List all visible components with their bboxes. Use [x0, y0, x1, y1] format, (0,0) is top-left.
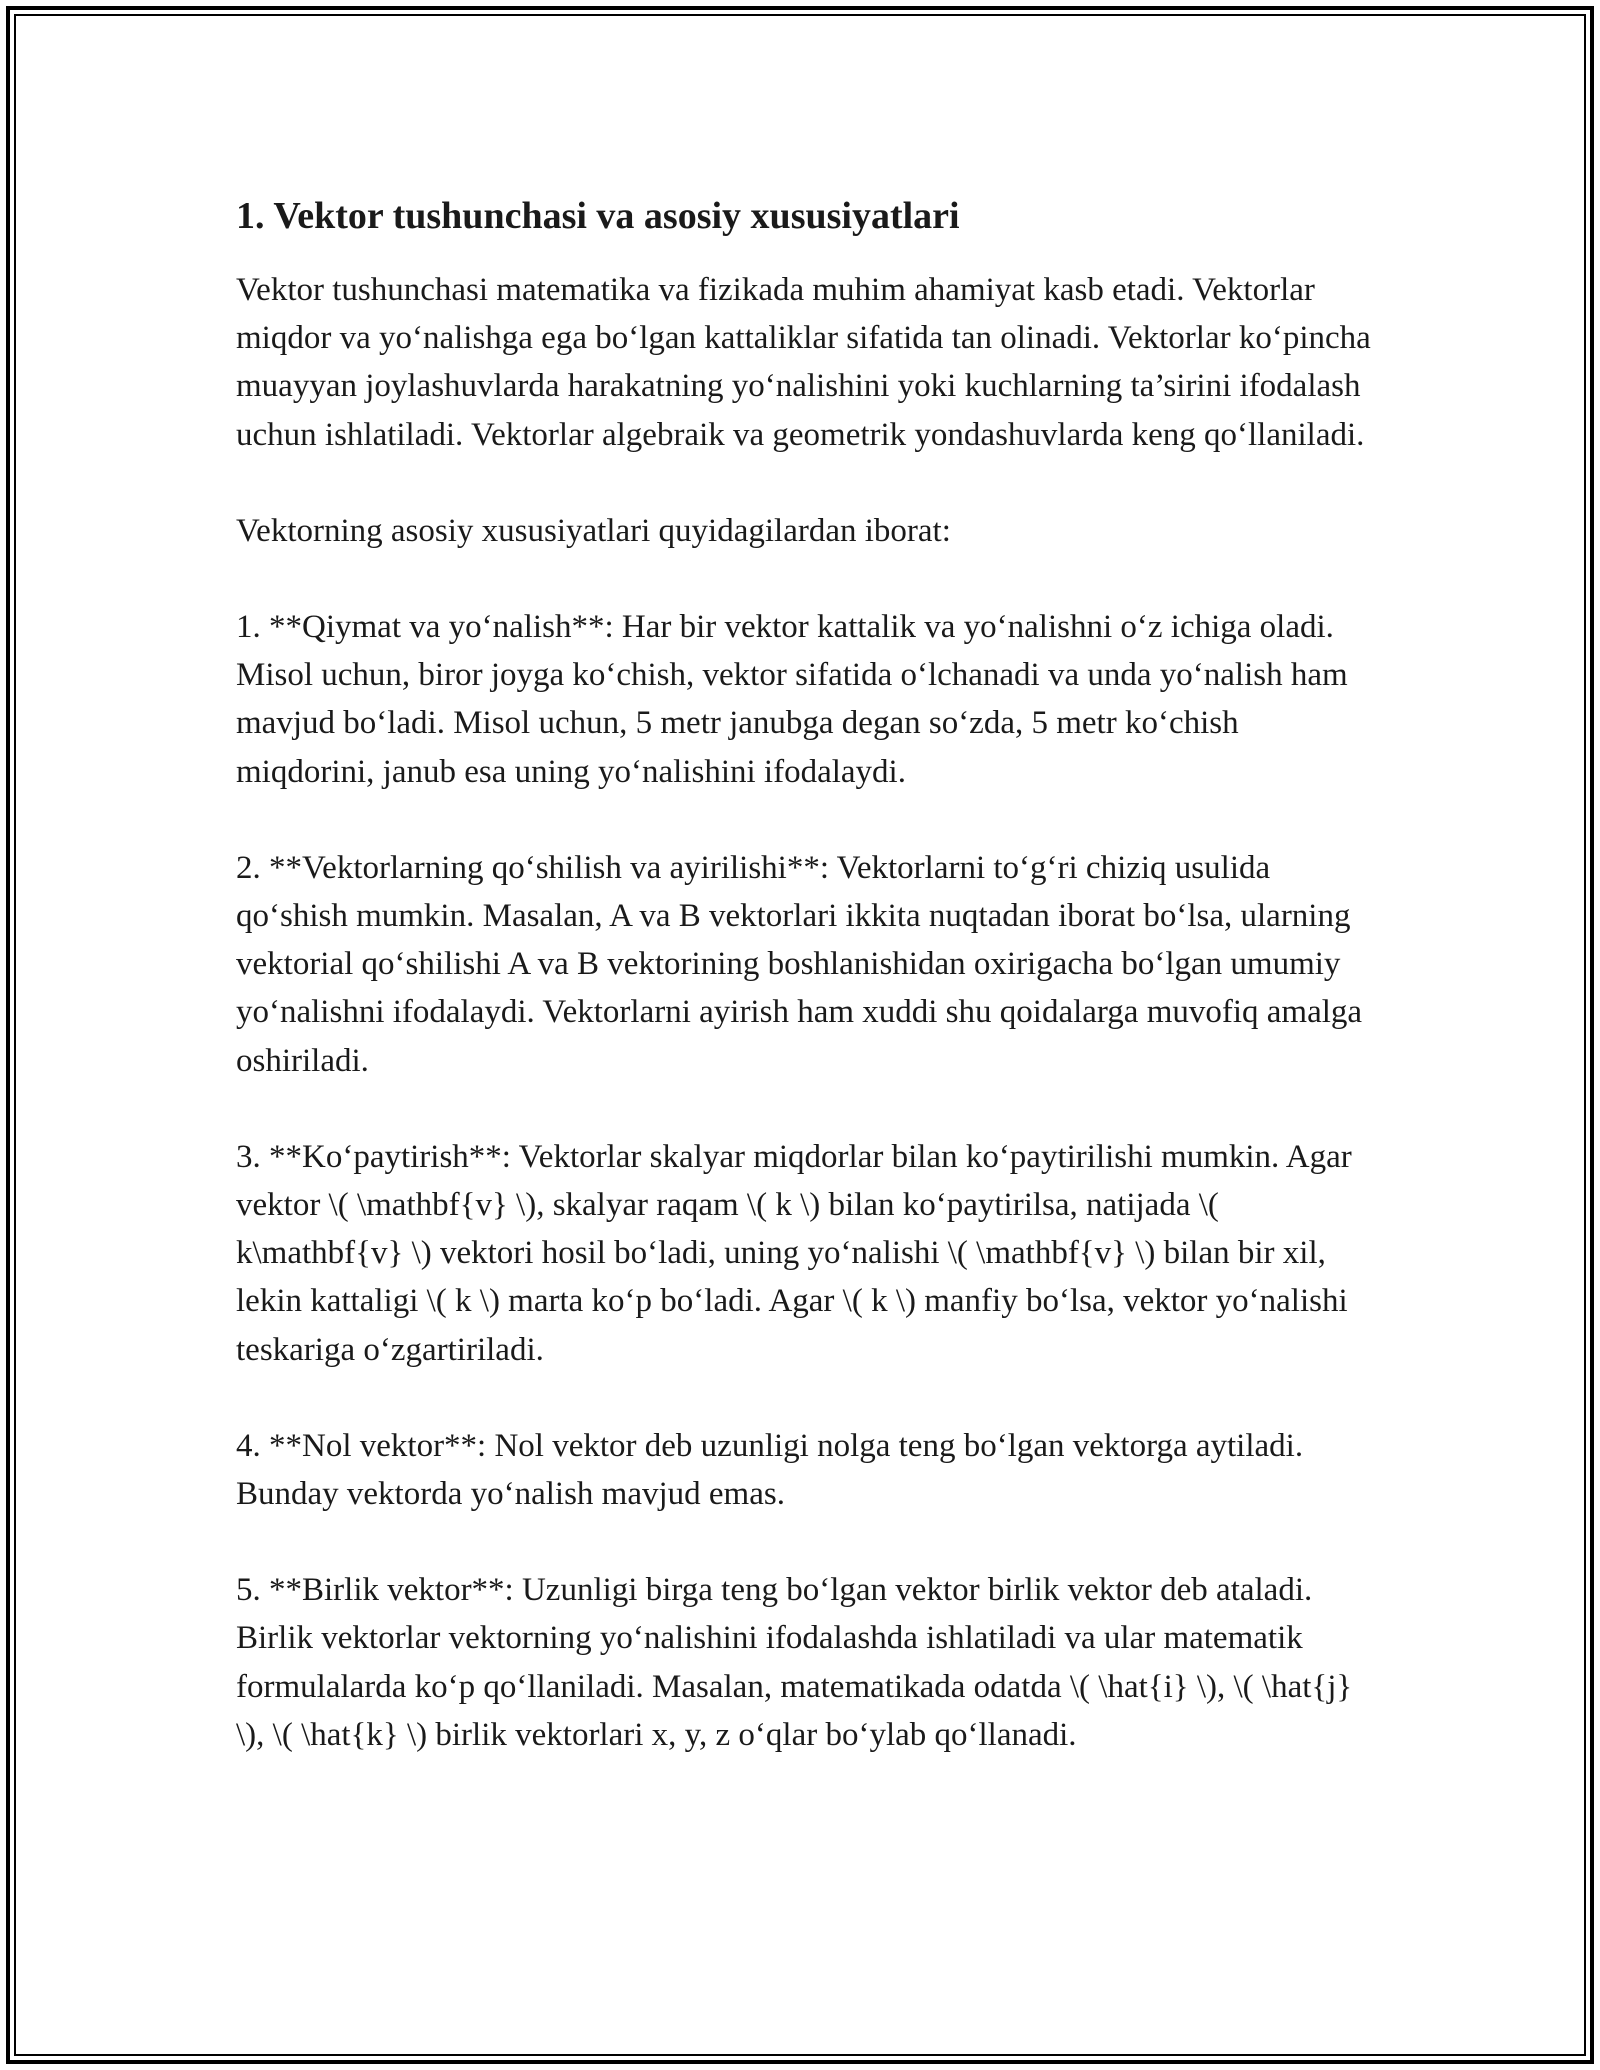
property-magnitude-direction: 1. **Qiymat va yo‘nalish**: Har bir vektor kattalik va yo‘nalishni o‘z ichiga oladi. Misol uchun, biror joyga ko‘chish, vektor sifatida o‘lchanadi va unda yo‘nalish ham mavjud bo‘ladi. Misol uchun, 5 metr janubga degan so‘zda, 5 metr ko‘chish miqdorini, janub esa uning yo‘nalishini ifodalaydi.: [236, 609, 1348, 790]
document-title: 1. Vektor tushunchasi va asosiy xususiyatlari: [236, 195, 960, 237]
properties-intro: Vektorning asosiy xususiyatlari quyidagilardan iborat:: [236, 512, 951, 549]
property-addition-subtraction: 2. **Vektorlarning qo‘shilish va ayirilishi**: Vektorlarni to‘g‘ri chiziq usulida qo‘shish mumkin. Masalan, A va B vektorlari ikkita nuqtadan iborat bo‘lsa, ularning vektorial qo‘shilishi A va B vektorining boshlanishidan oxirigacha bo‘lgan umumiy yo‘nalishni ifodalaydi. Vektorlarni ayirish ham xuddi shu qoidalarga muvofiq amalga oshiriladi.: [236, 849, 1363, 1079]
intro-paragraph: Vektor tushunchasi matematika va fizikada muhim ahamiyat kasb etadi. Vektorlar miqdor va yo‘nalishga ega bo‘lgan kattaliklar sifatida tan olinadi. Vektorlar ko‘pincha muayyan joylashuvlarda harakatning yo‘nalishini yoki kuchlarning ta’sirini ifodalash uchun ishlatiladi. Vektorlar algebraik va geometrik yondashuvlarda keng qo‘llaniladi.: [236, 272, 1371, 453]
property-scalar-multiplication: 3. **Ko‘paytirish**: Vektorlar skalyar miqdorlar bilan ko‘paytirilishi mumkin. Agar vektor \( \mathbf{v} \), skalyar raqam \( k \) bilan ko‘paytirilsa, natijada \( k\mathbf{v} \) vektori hosil bo‘ladi, uning yo‘nalishi \( \mathbf{v} \) bilan bir xil, lekin kattaligi \( k \) marta ko‘p bo‘ladi. Agar \( k \) manfiy bo‘lsa, vektor yo‘nalishi teskariga o‘zgartiriladi.: [236, 1138, 1352, 1368]
document-page: [236, 188, 1376, 1807]
property-zero-vector: 4. **Nol vektor**: Nol vektor deb uzunligi nolga teng bo‘lgan vektorga aytiladi. Bunday vektorda yo‘nalish mavjud emas.: [236, 1427, 1304, 1513]
property-unit-vector: 5. **Birlik vektor**: Uzunligi birga teng bo‘lgan vektor birlik vektor deb ataladi. Birlik vektorlar vektorning yo‘nalishini ifodalashda ishlatiladi va ular matematik formulalarda ko‘p qo‘llaniladi. Masalan, matematikada odatda \( \hat{i} \), \( \hat{j} \), \( \hat{k} \) birlik vektorlari x, y, z o‘qlar bo‘ylab qo‘llanadi.: [236, 1572, 1353, 1753]
